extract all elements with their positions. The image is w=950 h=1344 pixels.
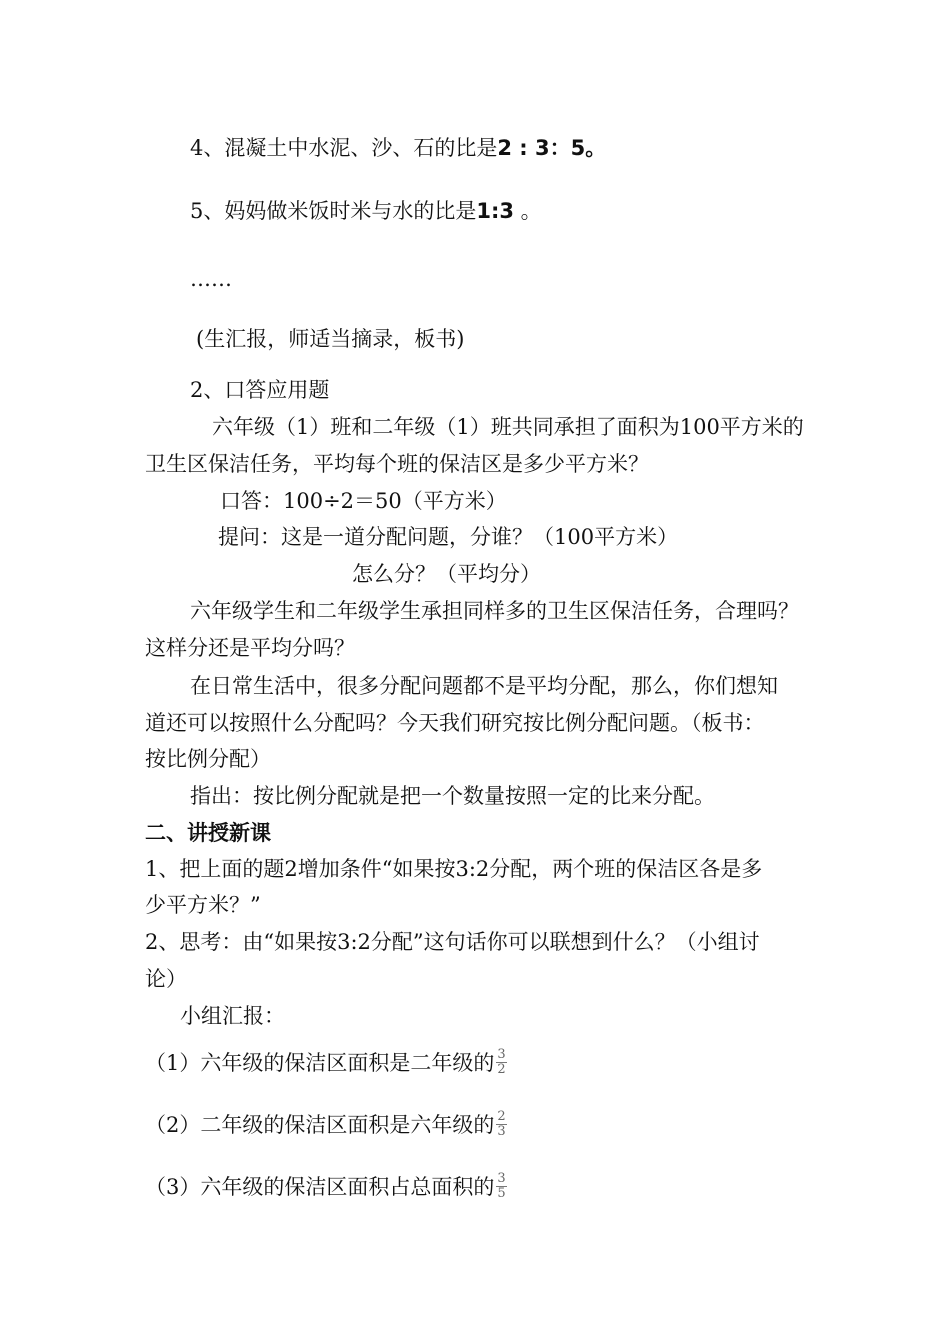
problem-line-2: 卫生区保洁任务，平均每个班的保洁区是多少平方米？ bbox=[145, 452, 649, 476]
fraction bbox=[496, 1110, 506, 1139]
fraction-denominator: 3 bbox=[497, 1124, 506, 1139]
item-5-ratio: 1:3 bbox=[476, 199, 514, 223]
fraction-denominator: 5 bbox=[497, 1186, 506, 1201]
fraction bbox=[496, 1048, 506, 1077]
item-5-tail: 。 bbox=[514, 199, 542, 223]
paragraph-2-line-3: 按比例分配） bbox=[145, 747, 271, 771]
item-5 bbox=[190, 198, 542, 224]
fraction-numerator: 2 bbox=[497, 1109, 506, 1124]
finding-1-text: （1）六年级的保洁区面积是二年级的 bbox=[145, 1051, 495, 1075]
answer: 口答：100÷2＝50（平方米） bbox=[220, 489, 507, 513]
finding-2-text: （2）二年级的保洁区面积是六年级的 bbox=[145, 1113, 495, 1137]
fraction-denominator: 2 bbox=[497, 1062, 506, 1077]
finding-1 bbox=[145, 1047, 507, 1079]
ellipsis: …… bbox=[190, 267, 232, 291]
new-1-line-1: 1、把上面的题2增加条件“如果按3:2分配，两个班的保洁区各是多 bbox=[145, 857, 763, 881]
new-1-line-2: 少平方米？” bbox=[145, 893, 261, 917]
finding-2 bbox=[145, 1109, 507, 1141]
fraction-numerator: 3 bbox=[497, 1047, 506, 1062]
group-report: 小组汇报： bbox=[180, 1004, 285, 1028]
paragraph-2-line-1: 在日常生活中，很多分配问题都不是平均分配，那么，你们想知 bbox=[190, 674, 778, 698]
report-note: (生汇报，师适当摘录，板书) bbox=[196, 327, 465, 351]
item-5-text: 5、妈妈做米饭时米与水的比是 bbox=[190, 199, 477, 223]
point-out: 指出：按比例分配就是把一个数量按照一定的比来分配。 bbox=[190, 784, 715, 808]
item-4 bbox=[190, 135, 606, 161]
paragraph-1-line-2: 这样分还是平均分吗？ bbox=[145, 636, 355, 660]
section-2-title: 二、讲授新课 bbox=[145, 820, 271, 845]
finding-3 bbox=[145, 1171, 507, 1203]
question-a: 提问：这是一道分配问题，分谁？（100平方米） bbox=[218, 525, 679, 549]
question-b: 怎么分？（平均分） bbox=[352, 562, 541, 586]
item-4-ratio: 2 : 3：5。 bbox=[497, 136, 607, 160]
paragraph-1-line-1: 六年级学生和二年级学生承担同样多的卫生区保洁任务，合理吗？ bbox=[190, 599, 799, 623]
q2-heading: 2、口答应用题 bbox=[190, 378, 330, 402]
item-4-text: 4、混凝土中水泥、沙、石的比是 bbox=[190, 136, 498, 160]
paragraph-2-line-2: 道还可以按照什么分配吗？今天我们研究按比例分配问题。（板书： bbox=[145, 711, 765, 735]
fraction-numerator: 3 bbox=[497, 1171, 506, 1186]
new-2-line-2: 论） bbox=[145, 967, 187, 991]
problem-line-1: 六年级（1）班和二年级（1）班共同承担了面积为100平方米的 bbox=[212, 415, 804, 439]
finding-3-text: （3）六年级的保洁区面积占总面积的 bbox=[145, 1175, 495, 1199]
fraction bbox=[496, 1172, 506, 1201]
new-2-line-1: 2、思考：由“如果按3:2分配”这句话你可以联想到什么？（小组讨 bbox=[145, 930, 760, 954]
